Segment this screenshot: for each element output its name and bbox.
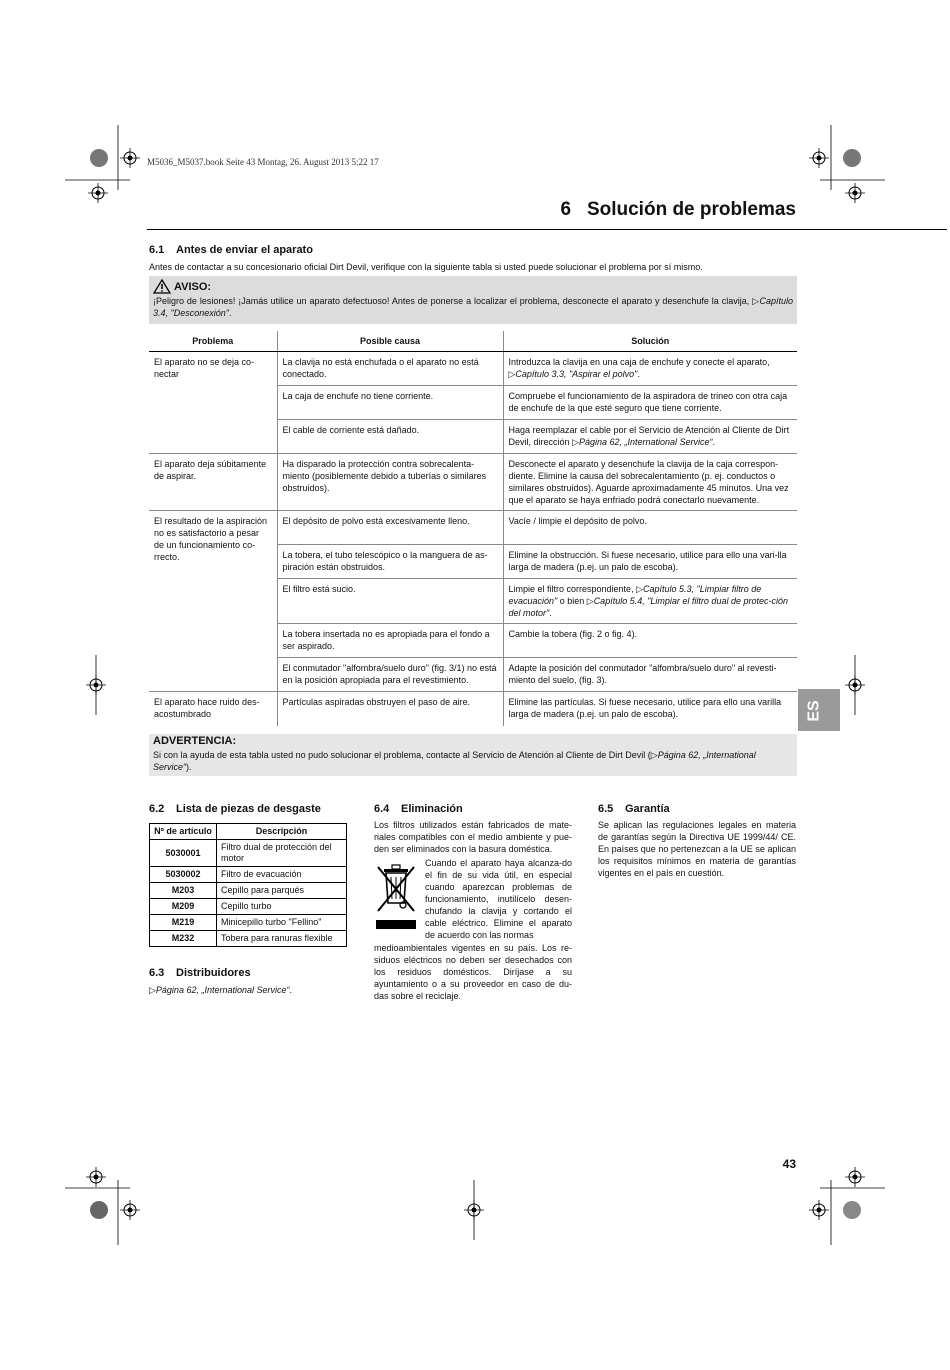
chapter-title <box>560 199 796 221</box>
cause-cell: El depósito de polvo está excesivamente lleno. <box>277 511 503 545</box>
section-6-5-heading <box>598 803 670 815</box>
section-number: 6.5 <box>598 803 614 815</box>
part-code: M203 <box>150 883 217 899</box>
header-cause: Posible causa <box>277 331 503 352</box>
section-title: Lista de piezas de desgaste <box>176 803 321 815</box>
solution-cell: Adapte la posición del conmutador "alfombra/suelo duro" al revesti-miento del suelo, (fig. 3). <box>503 658 797 692</box>
solution-cell: Elimine las partículas. Si fuese necesario, utilice para ello una varilla larga de madera (p.ej. un palo de escoba). <box>503 692 797 726</box>
solution-cell <box>503 352 797 386</box>
cause-cell: La tobera, el tubo telescópico o la manguera de as-piración están obstruidos. <box>277 545 503 579</box>
part-desc: Cepillo para parqués <box>217 883 347 899</box>
cause-cell: El cable de corriente está dañado. <box>277 420 503 454</box>
punct: . <box>228 308 232 318</box>
warning-title-text: AVISO: <box>174 280 212 293</box>
section-number: 6.1 <box>149 244 165 256</box>
language-tab <box>798 689 840 731</box>
advertencia-text <box>153 749 793 773</box>
section-6-3-heading <box>149 967 251 979</box>
table-row <box>149 454 797 511</box>
table-row <box>149 692 797 726</box>
chapter-number: 6 <box>560 199 572 220</box>
warning-title <box>153 279 211 294</box>
page-number: 43 <box>782 1157 796 1171</box>
solution-cell <box>503 579 797 624</box>
part-code: M219 <box>150 915 217 931</box>
section-6-4-p3: medioambientales vigentes en su país. Los re-siduos eléctricos no deben ser desechados con los residuos domésticos. Diríjase a su ayuntamiento o a su proveedor en caso de du-das sobre el reciclaje. <box>374 943 572 1001</box>
table-row <box>150 915 347 931</box>
section-6-4-p2: Cuando el aparato haya alcanza-do el fin de su vida útil, en especial cuando aparezcan problemas de funcionamiento, inutilícelo desen-chufando la clavija y cortando el cable eléctrico. Elimine el aparato de acuerdo con las normas <box>425 858 572 940</box>
chapter-rule <box>147 229 947 230</box>
part-code: 5030002 <box>150 867 217 883</box>
header-problem: Problema <box>149 331 277 352</box>
cause-cell: Partículas aspiradas obstruyen el paso de aire. <box>277 692 503 726</box>
section-6-3-text <box>149 984 292 996</box>
section-6-1-heading <box>149 244 313 256</box>
advertencia-title: ADVERTENCIA: <box>153 735 237 747</box>
header-desc: Descripción <box>217 824 347 840</box>
solution-ref-link[interactable]: Capítulo 3.3, "Aspirar el polvo" <box>515 369 638 379</box>
section-title: Distribuidores <box>176 967 251 979</box>
table-row <box>150 899 347 915</box>
problem-cell: El aparato deja súbitamente de aspirar. <box>149 454 277 511</box>
warning-text <box>153 295 793 319</box>
cause-cell: El conmutador "alfombra/suelo duro" (fig. 3/1) no está en la posición apropiada para el revestimiento. <box>277 658 503 692</box>
section-6-1-intro: Antes de contactar a su concesionario oficial Dirt Devil, verifique con la siguiente tabla si usted puede solucionar el problema por sí mismo. <box>149 262 703 272</box>
table-row <box>150 883 347 899</box>
table-row <box>150 931 347 947</box>
part-desc: Tobera para ranuras flexible <box>217 931 347 947</box>
solution-cell: Vacíe / limpie el depósito de polvo. <box>503 511 797 545</box>
part-desc: Filtro dual de protección del motor <box>217 840 347 867</box>
solution-text: Haga reemplazar el cable por el Servicio de Atención al Cliente de Dirt Devil, dirección <box>508 425 790 447</box>
part-desc: Cepillo turbo <box>217 899 347 915</box>
section-6-4-heading <box>374 803 463 815</box>
language-tab-label: ES <box>805 700 823 722</box>
solution-text: Introduzca la clavija en una caja de enchufe y conecte el aparato, <box>508 357 770 367</box>
punct: . <box>637 369 640 379</box>
cause-cell: La tobera insertada no es apropiada para el fondo a ser aspirado. <box>277 624 503 658</box>
problem-cell: El resultado de la aspiración no es satisfactorio a pesar de un funcionamiento co-rrecto. <box>149 511 277 692</box>
ref-arrow-icon: ▷ <box>149 985 156 995</box>
cause-cell: La clavija no está enchufada o el aparato no está conectado. <box>277 352 503 386</box>
print-slug: M5036_M5037.book Seite 43 Montag, 26. August 2013 5:22 17 <box>147 157 379 167</box>
solution-cell: Compruebe el funcionamiento de la aspiradora de trineo con otra caja de enchufe de la que esté seguro que tiene corriente. <box>503 386 797 420</box>
solution-text: Limpie el filtro correspondiente, <box>508 584 634 594</box>
advertencia-ref-link[interactable]: Página 62, „International Service“ <box>153 750 756 772</box>
table-row <box>149 511 797 545</box>
section-6-4-p1: Los filtros utilizados están fabricados de mate-riales compatibles con el medio ambiente y pue-den ser eliminados con la basura doméstica. <box>374 820 572 854</box>
section-number: 6.4 <box>374 803 390 815</box>
solution-ref-link[interactable]: Capítulo 5.4, "Limpiar el filtro dual de protec-ción del motor" <box>508 596 788 618</box>
ref-arrow-icon: ▷ <box>752 296 760 306</box>
warning-triangle-icon <box>153 279 171 294</box>
ref-arrow-icon: ▷ <box>572 437 579 447</box>
ref-arrow-icon: ▷ <box>636 584 644 594</box>
parts-table <box>149 823 347 947</box>
table-row <box>150 840 347 867</box>
advertencia-body: Si con la ayuda de esta tabla usted no pudo solucionar el problema, contacte al Servicio de Atención al Cliente de Dirt Devil ( <box>153 750 651 760</box>
part-desc: Filtro de evacuación <box>217 867 347 883</box>
solution-cell: Elimine la obstrucción. Si fuese necesario, utilice para ello una vari-lla larga de madera (p.ej. un palo de escoba). <box>503 545 797 579</box>
ref-arrow-icon: ▷ <box>508 369 516 379</box>
header-solution: Solución <box>503 331 797 352</box>
solution-cell <box>503 420 797 454</box>
warning-ref-link[interactable]: Capítulo 3.4, "Desconexión" <box>153 296 793 318</box>
distributors-ref-link[interactable]: Página 62, „International Service“ <box>155 985 290 995</box>
solution-ref-link[interactable]: Capítulo 5.3, "Limpiar filtro de evacuación" <box>508 584 762 606</box>
header-code: Nº de artículo <box>150 824 217 840</box>
part-code: M232 <box>150 931 217 947</box>
problem-cell: El aparato hace ruido des-acostumbrado <box>154 697 260 719</box>
punct: . <box>549 608 552 618</box>
section-number: 6.2 <box>149 803 165 815</box>
table-row <box>150 867 347 883</box>
punct: . <box>289 985 293 995</box>
ref-arrow-icon: ▷ <box>586 596 594 606</box>
table-header-row <box>150 824 347 840</box>
weee-crossed-bin-icon <box>374 861 418 931</box>
cause-cell: El filtro está sucio. <box>277 579 503 624</box>
cause-cell: La caja de enchufe no tiene corriente. <box>277 386 503 420</box>
section-6-2-heading <box>149 803 321 815</box>
solution-ref-link[interactable]: Página 62, „International Service“ <box>578 437 713 447</box>
section-title: Garantía <box>625 803 670 815</box>
ref-arrow-icon: ▷ <box>650 750 658 760</box>
section-6-5-text: Se aplican las regulaciones legales en materia de garantías según la Directiva UE 1999/44/ CE. En países que no pertenezcan a la UE se aplican los requisitos mínimos en materia de garantías vigentes en el país en cuestión. <box>598 820 796 878</box>
warning-body: ¡Peligro de lesiones! ¡Jamás utilice un aparato defectuoso! Antes de ponerse a localizar el problema, desconecte el aparato y desenchufe la clavija, <box>153 296 750 306</box>
section-number: 6.3 <box>149 967 165 979</box>
solution-cell: Cambie la tobera (fig. 2 o fig. 4). <box>503 624 797 658</box>
section-title: Antes de enviar el aparato <box>176 244 313 256</box>
part-desc: Minicepillo turbo "Fellino" <box>217 915 347 931</box>
part-code: 5030001 <box>150 840 217 867</box>
table-row <box>149 352 797 386</box>
solution-cell: Desconecte el aparato y desenchufe la clavija de la caja correspon-diente. Elimine la causa del sobrecalentamiento (p. ej. conductos o similares obstruidos). Aguarde aproximadamente 45 minutos. Una vez que el aparato se haya enfriado podrá conectarlo nuevamente. <box>503 454 797 511</box>
punct: ). <box>186 762 192 772</box>
solution-text: o bien <box>557 596 587 606</box>
part-code: M209 <box>150 899 217 915</box>
punct: . <box>712 437 716 447</box>
cause-cell: Ha disparado la protección contra sobrecalenta-miento (posiblemente debido a tuberías o similares obstruidos). <box>277 454 503 511</box>
problem-cell: El aparato no se deja co-nectar <box>149 352 277 454</box>
section-title: Eliminación <box>401 803 463 815</box>
troubleshooting-table <box>149 331 797 726</box>
table-header-row <box>149 331 797 352</box>
chapter-name: Solución de problemas <box>586 199 796 220</box>
